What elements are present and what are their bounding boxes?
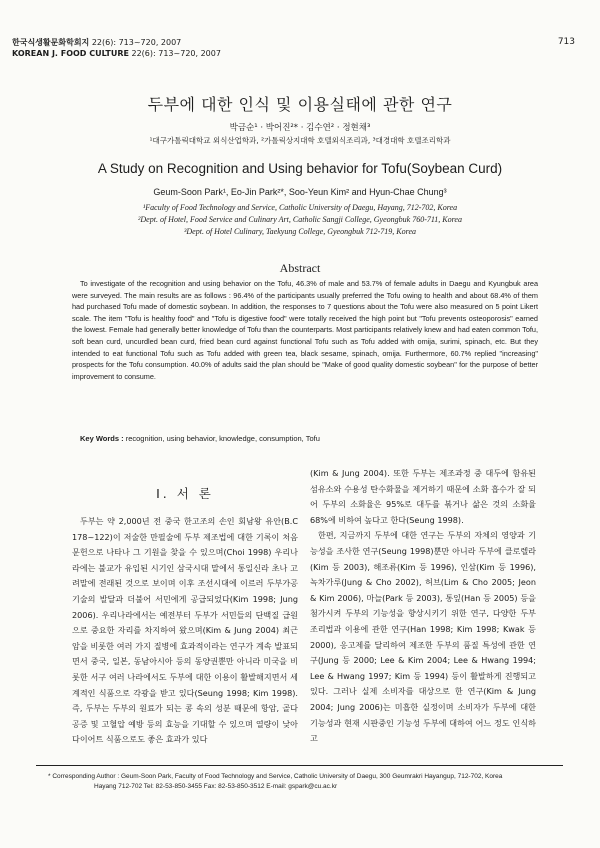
- page-number: 713: [557, 37, 575, 47]
- paper-title-ko: 두부에 대한 인식 및 이용실태에 관한 연구: [147, 95, 453, 114]
- authors-en: Geum-Soon Park¹, Eo-Jin Park²*, Soo-Yeun Kim² and Hyun-Chae Chung³: [153, 187, 447, 197]
- abstract-body: To investigate of the recognition and using behavior on the Tofu, 46.3% of male and 53.7% of female adults in Daegu and Kyungbuk area were surveyed. The main results are as follows : 96.4% of the participants usually preferred the Tofu owing to health and about 68.4% of them had purchased Tofu made of domestic soybean. In addition, the responses to 7 questions about the Tofu were also measured on 5 point Likert scale. The item "Tofu is healthy food" and "Tofu is digestive food" were totally received the high point but "Tofu prevents osteoporosis" earned the lowest. Female had generally better knowledge of Tofu than the counterparts. Most participants relatively knew and had eaten common Tofu, soft bean curd, uncurdled bean curd, fried bean curd against functional Tofu such as Tofu added with omija, surimi, spinach, etc. But they intended to eat functional Tofu such as Tofu added with green tea, black sesame, spinach, omija. Furthermore, 60.7% replied "increasing" prospects for the Tofu consumption. 40.0% of adults said the plan should be "Make of good quality domestic soybean" for the purpose of better improvement to consume.: [72, 279, 538, 381]
- authors-ko: 박금순¹ · 박어진²* · 김수연² · 정현채³: [229, 123, 371, 133]
- keywords: [80, 434, 320, 443]
- corresponding-author-footnote: [48, 772, 558, 791]
- footnote-author: * Corresponding Author : Geum-Soon Park, Faculty of Food Technology and Service, Catholic University of Daegu, 300 Geumrakri Hayangup, 712-702, Korea: [48, 773, 503, 780]
- paragraph: 한편, 지금까지 두부에 대한 연구는 두부의 자체의 영양과 기능성을 조사한 연구(Seung 1998)뿐만 아니라 두부에 클로렐라(Kim 등 2003), 해조류(Kim 등 1996), 인삼(Kim 등 1996), 녹차가루(Jung & Cho 2002), 허브(Lim & Cho 2005; Jeon & Kim 2006), 마늘(Park 등 2003), 통잎(Han 등 2005) 등을 첨가시켜 두부의 기능성을 향상시키기 위한 연구, 다양한 두부 조리법과 이용에 관한 연구(Han 1998; Kim 1998; Kwak 등 2000), 응고제를 달리하여 제조한 두부의 품질 특성에 관한 연구(Jung 등 2000; Lee & Kim 2004; Lee & Hwang 1994; Lee & Hwang 1997; Kim 등 1994) 등이 활발하게 진행되고 있다. 그러나 실제 소비자를 대상으로 한 연구(Kim & Jung 2004; Jung 2006)는 미흡한 실정이며 소비자가 두부에 대한 기능성과 현재 시판중인 기능성 두부에 대하여 어느 정도 인식하고: [310, 530, 536, 744]
- keywords-label: Key Words :: [80, 434, 124, 443]
- citation-ko: 22(6): 713~720, 2007: [91, 38, 182, 47]
- keywords-list: recognition, using behavior, knowledge, consumption, Tofu: [125, 434, 320, 443]
- footnote-divider: [36, 765, 563, 766]
- citation-en: 22(6): 713~720, 2007: [131, 49, 221, 58]
- affiliation-en-1: ¹Faculty of Food Technology and Service, Catholic University of Daegu, Hayang, 712-702, Korea: [142, 203, 458, 212]
- journal-name-en: KOREAN J. FOOD CULTURE: [12, 49, 129, 58]
- footnote-contact: Hayang 712-702 Tel: 82-53-850-3455 Fax: 82-53-850-3512 E-mail: gspark@cu.ac.kr: [94, 782, 338, 790]
- section-heading-introduction: Ⅰ. 서 론: [156, 486, 214, 501]
- affiliation-en-3: ³Dept. of Hotel Culinary, Taekyung College, Gyeongbuk 712-719, Korea: [184, 227, 416, 236]
- journal-header: [12, 37, 221, 59]
- paragraph-continued: (Kim & Jung 2004). 또한 두부는 제조과정 중 대두에 함유된 섬유소와 수용성 탄수화물을 제거하기 때문에 소화 흡수가 잘 되어 두부의 소화율은 95%로 대두를 볶거나 삶은 것의 소화율 68%에 비하여 높다고 한다(Seung 1998).: [310, 468, 536, 525]
- body-column-left: 두부는 약 2,000년 전 중국 한고조의 손인 회남왕 유안(B.C 178~122)이 저술한 만필술에 두부 제조법에 대한 기록이 처음 문헌으로 나타나 그 기원을 찾을 수 있으며(Choi 1998) 우리나라에는 불교가 유입된 시기인 삼국시대 말에서 통일신라 초나 고려말에 전래된 것으로 보이며 이후 조선시대에 이르러 두부가공기술의 발달과 더불어 서민에게 공급되었다(Kim 1998; Jung 2006). 우리나라에서는 예전부터 두부가 서민들의 단백질 급원으로 중요한 자리를 차지하여 왔으며(Kim & Jung 2004) 최근 암을 비롯한 여러 가지 질병에 효과적이라는 연구가 계속 발표되면서 중국, 일본, 동남아시아 등의 동양권뿐만 아니라 미국을 비롯한 서구 여러 나라에서도 두부에 대한 이용이 활발해지면서 세계적인 식품으로 각광을 받고 있다(Seung 1998; Kim 1998). 즉, 두부는 두부의 원료가 되는 콩 속의 성분 때문에 항암, 골다공증 및 고혈압 예방 등의 효능을 기대할 수 있으며 열량이 낮아 다이어트 식품으로도 좋은 효과가 있다: [72, 516, 298, 745]
- paper-title-en: A Study on Recognition and Using behavior for Tofu(Soybean Curd): [97, 161, 503, 176]
- journal-name-ko: 한국식생활문화학회지: [12, 38, 90, 47]
- abstract-heading: Abstract: [279, 261, 321, 275]
- affiliation-en-2: ²Dept. of Hotel, Food Service and Culinary Art, Catholic Sangji College, Gyeongbuk 760-711, Korea: [138, 215, 462, 224]
- affiliation-ko: ¹대구가톨릭대학교 외식산업학과, ²가톨릭상지대학 호텔외식조리과, ³대경대학 호텔조리학과: [149, 136, 451, 145]
- body-column-right: [310, 466, 536, 747]
